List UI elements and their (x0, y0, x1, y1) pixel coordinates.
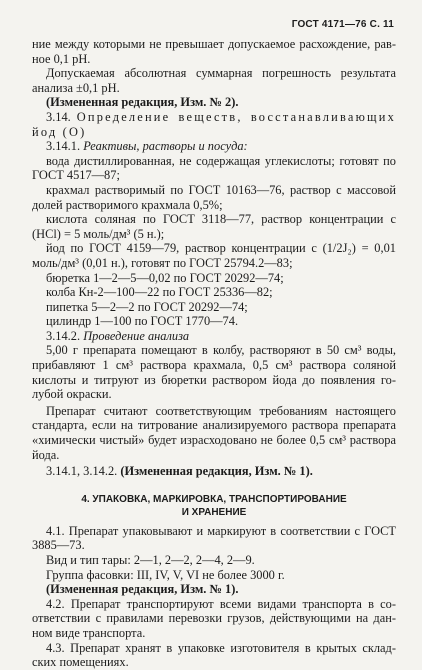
paragraph: ние между которыми не превышает допускаемое расхождение, равное 0,1 pH. (32, 37, 396, 66)
reagent-item: кислота соляная по ГОСТ 3118—77, раствор концентрации c (HCl) = 5 моль/дм³ (5 н.); (32, 212, 396, 241)
document-body (32, 37, 396, 670)
subsection-heading (32, 139, 396, 154)
amendment-text: (Измененная редакция, Изм. № 1). (120, 464, 313, 479)
clause-title: Реактивы, растворы и посуда: (83, 139, 248, 154)
equipment-item: цилиндр 1—100 по ГОСТ 1770—74. (46, 314, 239, 329)
paragraph: 4.3. Препарат хранят в упаковке изготовителя в крытых складских помещениях. (32, 640, 396, 670)
equipment-item: колба Кн-2—100—22 по ГОСТ 25336—82; (46, 285, 273, 300)
paragraph: Группа фасовки: III, IV, V, VI не более 3000 г. (46, 567, 285, 582)
paragraph: Допускаемая абсолютная суммарная погрешность результата анализа ±0,1 pH. (32, 66, 396, 95)
amendment-note: (Измененная редакция, Изм. № 1). (46, 582, 239, 597)
section-heading-4 (32, 493, 396, 519)
clause-title: Определение веществ, восстанавливающих йод (О) (32, 109, 396, 139)
section-heading-3-14 (32, 110, 396, 139)
paragraph: Вид и тип тары: 2—1, 2—2, 2—4, 2—9. (46, 553, 255, 567)
reagent-item: йод по ГОСТ 4159—79, раствор концентрации c (1/2J₂) = 0,01 моль/дм³ (0,01 н.), готовят по ГОСТ 25794.2—83; (32, 241, 396, 270)
reagent-item: вода дистиллированная, не содержащая углекислоты; готовят по ГОСТ 4517—87; (32, 153, 396, 183)
paragraph: 4.1. Препарат упаковывают и маркируют в соответствии с ГОСТ 3885—73. (32, 523, 396, 553)
equipment-item: бюретка 1—2—5—0,02 по ГОСТ 20292—74; (46, 270, 284, 285)
paragraph: 5,00 г препарата помещают в колбу, растворяют в 50 см³ воды, прибавляют 1 см³ раствора крахмала, 0,5 см³ раствора соляной кислоты и титруют из бюретки раствором йода до появления голубой окраски. (32, 343, 396, 402)
page-header: ГОСТ 4171—76 С. 11 (291, 19, 394, 30)
clause-number: 3.14.1. (46, 139, 81, 154)
reagent-item: крахмал растворимый по ГОСТ 10163—76, раствор с массовой долей растворимого крахмала 0,5%; (32, 182, 396, 212)
section-title-line: И ХРАНЕНИЕ (181, 506, 247, 518)
clause-number: 3.14. (46, 109, 71, 124)
clause-title: Проведение анализа (83, 328, 190, 343)
amendment-note: (Измененная редакция, Изм. № 2). (46, 95, 239, 110)
paragraph: 4.2. Препарат транспортируют всеми видами транспорта в соответствии с правилами перевозки грузов, действующими на данном виде транспорта. (32, 596, 396, 640)
subsection-heading (32, 329, 396, 344)
paragraph: Препарат считают соответствующим требованиям настоящего стандарта, если на титрование анализируемого раствора препарата «химически чистый» будет израсходовано не более 0,5 см³ раствора йода. (32, 403, 396, 462)
amendment-note (32, 464, 396, 479)
clause-number: 3.14.1, 3.14.2. (46, 464, 118, 479)
equipment-item: пипетка 5—2—2 по ГОСТ 20292—74; (46, 299, 248, 314)
section-title-line: 4. УПАКОВКА, МАРКИРОВКА, ТРАНСПОРТИРОВАНИЕ (81, 493, 347, 505)
clause-number: 3.14.2. (46, 328, 81, 343)
